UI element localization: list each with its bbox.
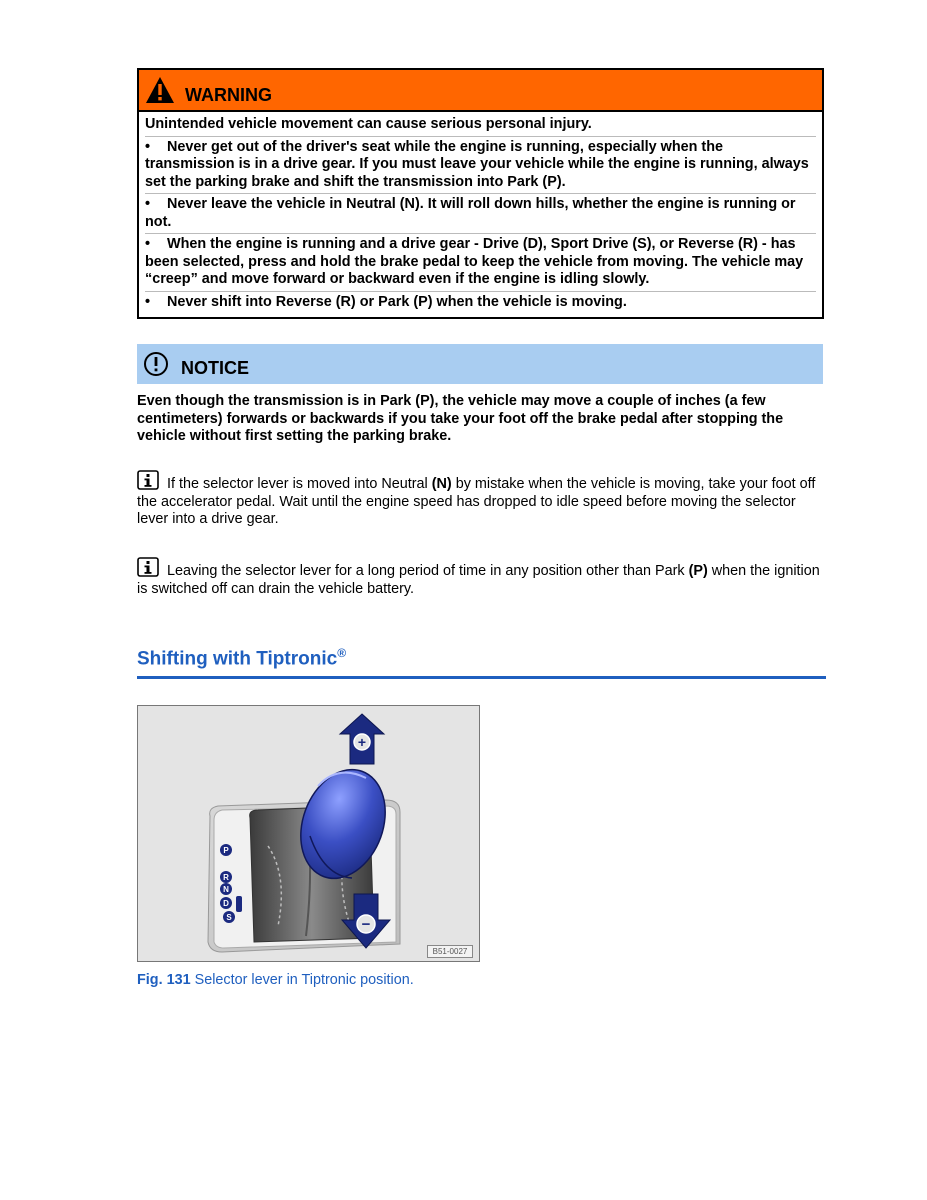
warning-item: • Never leave the vehicle in Neutral (N). It will roll down hills, whether the engine is running or not. <box>145 194 816 234</box>
plus-label: + <box>357 734 367 750</box>
warning-item: • Never shift into Reverse (R) or Park (P) when the vehicle is moving. <box>145 293 627 310</box>
minus-label: − <box>361 916 371 933</box>
gear-label-n: N <box>223 885 229 894</box>
notice-title: NOTICE <box>181 357 250 378</box>
selector-lever-illustration <box>138 706 479 961</box>
section-heading: Shifting with Tiptronic® <box>137 646 826 679</box>
warning-body <box>139 112 822 317</box>
warning-title: WARNING <box>185 84 272 105</box>
gear-label-r: R <box>223 873 229 882</box>
notice-text: Even though the transmission is in Park (P), the vehicle may move a couple of inches (a few centimeters) forwards or backwards if you take your foot off the brake pedal after stopping the vehicle without first setting the parking brake. <box>137 393 784 444</box>
gear-label-p: P <box>223 846 229 855</box>
tiptronic-plus-arrow <box>340 714 384 764</box>
info-icon <box>137 470 159 490</box>
gear-label-d: D <box>223 899 229 908</box>
gear-label-s: S <box>226 913 232 922</box>
figure-caption: Fig. 131 Selector lever in Tiptronic position. <box>137 972 414 988</box>
info-icon <box>137 557 159 577</box>
exclamation-circle-icon <box>143 351 169 377</box>
warning-intro: Unintended vehicle movement can cause serious personal injury. <box>145 114 816 137</box>
warning-item: • When the engine is running and a drive gear - Drive (D), Sport Drive (S), or Reverse (R) - has been selected, press and hold the brake pedal to keep the vehicle from moving. The vehicle may “creep” and move forward or backward even if the engine is idling slowly. <box>145 234 816 292</box>
warning-box <box>137 68 824 319</box>
info-note: If the selector lever is moved into Neutral (N) by mistake when the vehicle is moving, take your foot off the accelerator pedal. Wait until the engine speed has dropped to idle speed before moving the selector lever into a drive gear. <box>137 470 823 529</box>
figure-code: B51-0027 <box>427 945 473 958</box>
figure-selector-lever <box>137 705 480 962</box>
notice-header <box>137 344 823 384</box>
warning-triangle-icon <box>145 76 175 104</box>
warning-header <box>139 70 822 112</box>
info-note: Leaving the selector lever for a long period of time in any position other than Park (P) when the ignition is switched off can drain the vehicle battery. <box>137 557 823 598</box>
warning-item: • Never get out of the driver's seat while the engine is running, especially when the transmission is in a drive gear. If you must leave your vehicle while the engine is running, always set the parking brake and shift the transmission into Park (P). <box>145 137 816 195</box>
